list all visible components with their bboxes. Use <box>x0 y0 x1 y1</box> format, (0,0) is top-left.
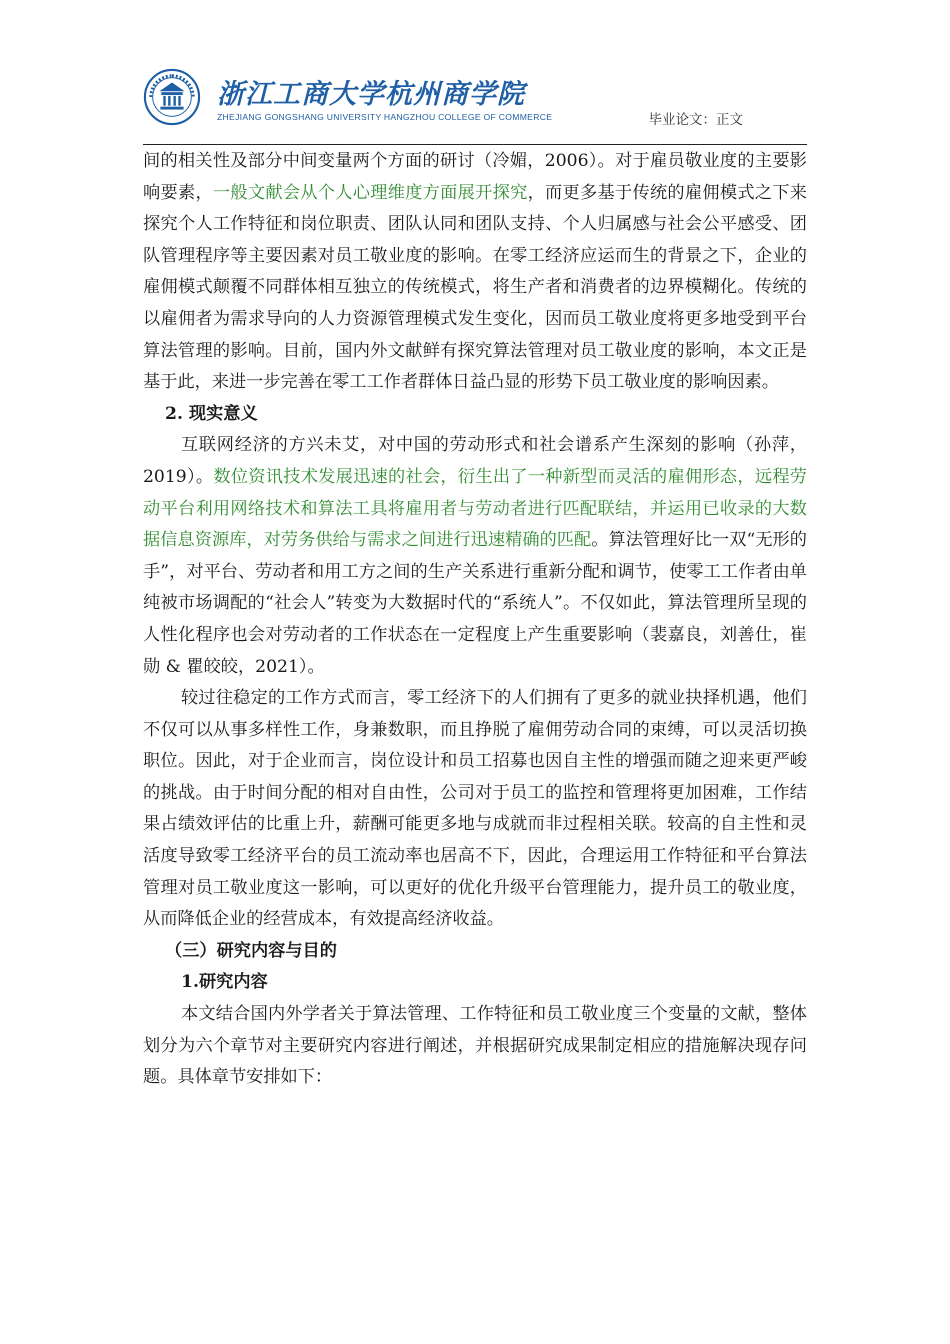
heading-practical-significance: 2. 现实意义 <box>165 403 258 424</box>
paragraph-research-significance <box>143 146 807 399</box>
text-run: 间的相关性及部分中间变量两个方面的研讨（冷媚，2006）。对于雇员敬业度的主要影响要素， <box>143 151 807 203</box>
paragraph-internet-economy <box>143 430 807 683</box>
page-header <box>143 62 807 144</box>
highlighted-text: 数位资讯技术发展迅速的社会，衍生出了一种新型而灵活的雇佣形态，远程劳动平台利用网络技术和算法工具将雇用者与劳动者进行匹配联结，并运用已收录的大数据信息资源库，对劳务供给与需求之间进行迅速精确的匹配 <box>143 466 807 551</box>
section-label: 毕业论文：正文 <box>648 112 743 128</box>
heading-research-content: 1.研究内容 <box>181 972 268 993</box>
university-logo-text <box>217 80 552 122</box>
paragraph-gig-economy: 较过往稳定的工作方式而言，零工经济下的人们拥有了更多的就业抉择机遇，他们不仅可以从事多样性工作，身兼数职，而且挣脱了雇佣劳动合同的束缚，可以灵活切换职位。因此，对于企业而言，岗位设计和员工招募也因自主性的增强而随之迎来更严峻的挑战。由于时间分配的相对自由性，公司对于员工的监控和管理将更加困难，工作结果占绩效评估的比重上升，薪酬可能更多地与成就而非过程相关联。较高的自主性和灵活度导致零工经济平台的员工流动率也居高不下，因此，合理运用工作特征和平台算法管理对员工敬业度这一影响，可以更好的优化升级平台管理能力，提升员工的敬业度，从而降低企业的经营成本，有效提高经济收益。 <box>143 688 807 930</box>
text-run: 互联网经济的方兴未艾，对中国的劳动形式和社会谱系产生深刻的影响（孙萍，2019）。 <box>143 435 807 487</box>
text-run: 。算法管理好比一双“无形的手”，对平台、劳动者和用工方之间的生产关系进行重新分配和调节，使零工工作者由单纯被市场调配的“社会人”转变为大数据时代的“系统人”。不仅如此，算法管理所呈现的人性化程序也会对劳动者的工作状态在一定程度上产生重要影响（裴嘉良，刘善仕，崔勋 & 瞿皎皎，2021）。 <box>143 530 807 677</box>
header-divider <box>143 144 807 145</box>
highlighted-text: 一般文献会从个人心理维度方面展开探究 <box>212 182 528 203</box>
university-seal-icon <box>143 68 201 126</box>
heading-research-content-and-purpose: （三）研究内容与目的 <box>165 940 337 961</box>
logo-english-name: ZHEJIANG GONGSHANG UNIVERSITY HANGZHOU COLLEGE OF COMMERCE <box>217 112 553 122</box>
paragraph-chapter-arrangement: 本文结合国内外学者关于算法管理、工作特征和员工敬业度三个变量的文献，整体划分为六个章节对主要研究内容进行阐述，并根据研究成果制定相应的措施解决现存问题。具体章节安排如下： <box>143 1004 807 1088</box>
text-run: ，而更多基于传统的雇佣模式之下来探究个人工作特征和岗位职责、团队认同和团队支持、个人归属感与社会公平感受、团队管理程序等主要因素对员工敬业度的影响。在零工经济应运而生的背景之下，企业的雇佣模式颠覆不同群体相互独立的传统模式，将生产者和消费者的边界模糊化。传统的以雇佣者为需求导向的人力资源管理模式发生变化，因而员工敬业度将更多地受到平台算法管理的影响。目前，国内外文献鲜有探究算法管理对员工敬业度的影响，本文正是基于此，来进一步完善在零工工作者群体日益凸显的形势下员工敬业度的影响因素。 <box>143 182 807 393</box>
document-body <box>143 146 807 1094</box>
logo-chinese-name: 浙江工商大学杭州商学院 <box>217 79 525 110</box>
